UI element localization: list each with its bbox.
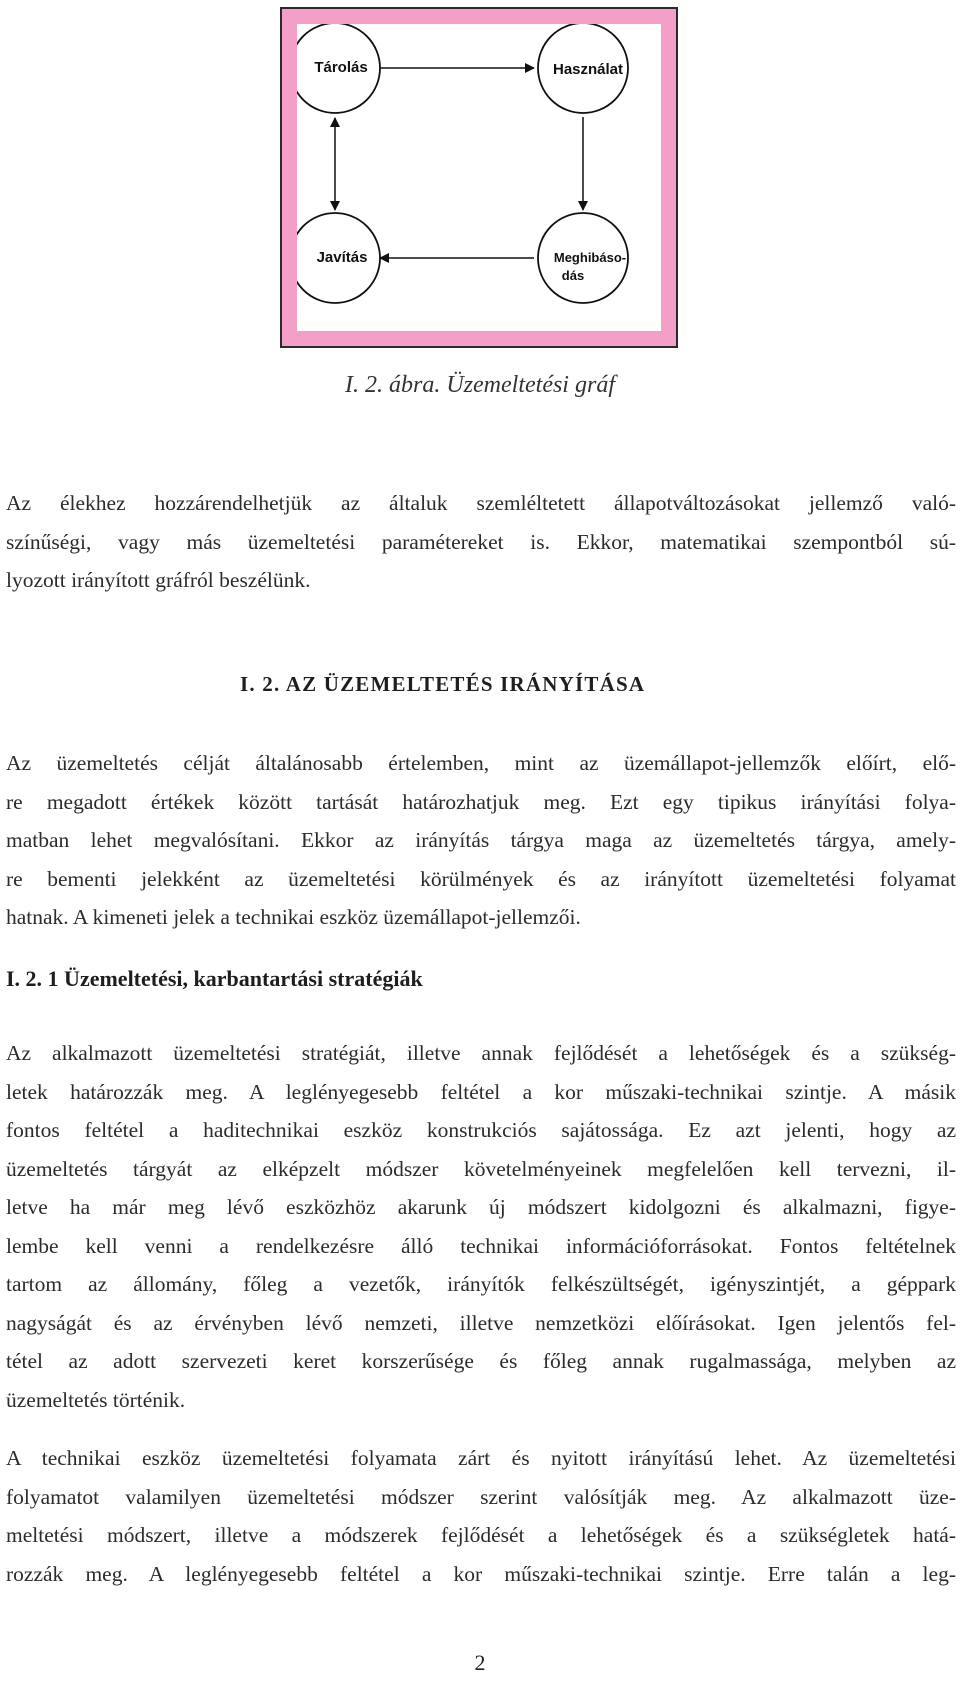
node-label-tarolas: Tárolás — [314, 59, 368, 76]
node-label-javitas: Javítás — [316, 249, 368, 266]
text-line: re megadott értékek között tartását határozhatjuk meg. Ezt egy tipikus irányítási folya- — [6, 789, 956, 814]
text-line: hatnak. A kimeneti jelek a technikai eszköz üzemállapot-jellemzői. — [6, 905, 581, 929]
text-line: A technikai eszköz üzemeltetési folyamata zárt és nyitott irányítású lehet. Az üzemeltetési — [6, 1446, 956, 1470]
text-line: lembe kell venni a rendelkezésre álló technikai információforrásokat. Fontos feltételnek — [6, 1233, 956, 1258]
text-line: letve ha már meg lévő eszközhöz akarunk új módszert kidolgozni és alkalmazni, figye- — [6, 1195, 956, 1219]
text-line: matban lehet megvalósítani. Ekkor az irányítás tárgya maga az üzemeltetés tárgya, amely- — [6, 828, 956, 852]
figure-caption: I. 2. ábra. Üzemeltetési gráf — [345, 372, 615, 398]
paragraph-strategies — [6, 1034, 956, 1419]
page-number: 2 — [474, 1650, 486, 1675]
subsection-heading: I. 2. 1 Üzemeltetési, karbantartási stratégiák — [6, 966, 423, 991]
text-line: tétel az adott szervezeti keret korszerűsége és főleg annak rugalmassága, melyben az — [6, 1349, 956, 1373]
text-line: re bementi jelekként az üzemeltetési körülmények és az irányított üzemeltetési folyamat — [6, 866, 956, 891]
paragraph-operation-control — [6, 744, 956, 937]
node-label-hasznalat: Használat — [552, 61, 624, 78]
text-line: meltetési módszert, illetve a módszerek fejlődését a lehetőségek és a szükségletek hatá- — [6, 1523, 956, 1547]
text-line: Az üzemeltetés célját általánosabb értelemben, mint az üzemállapot-jellemzők előírt, elő- — [6, 751, 956, 775]
text-line: üzemeltetés tárgyát az elképzelt módszer követelményeinek megfelelően kell tervezni, il- — [6, 1156, 956, 1181]
figure-frame — [280, 7, 678, 348]
text-line: Az alkalmazott üzemeltetési stratégiát, illetve annak fejlődését a lehetőségek és a szükség- — [6, 1041, 956, 1065]
section-heading: I. 2. AZ ÜZEMELTETÉS IRÁNYÍTÁSA — [240, 672, 646, 696]
node-label-meghibasodas-2: dás — [561, 268, 585, 283]
text-line: rozzák meg. A leglényegesebb feltétel a kor műszaki-technikai szintje. Erre talán a leg- — [6, 1561, 956, 1586]
figure-canvas — [297, 24, 661, 331]
text-line: színűségi, vagy más üzemeltetési paramétereket is. Ekkor, matematikai szempontból sú- — [6, 529, 956, 554]
text-line: letek határozzák meg. A leglényegesebb feltétel a kor műszaki-technikai szintje. A másik — [6, 1079, 956, 1104]
text-line: lyozott irányított gráfról beszélünk. — [6, 568, 311, 592]
text-line: fontos feltétel a haditechnikai eszköz konstrukciós sajátossága. Ez azt jelenti, hogy az — [6, 1118, 956, 1142]
paragraph-edge-weights — [6, 484, 956, 600]
text-line: nagyságát és az érvényben lévő nemzeti, illetve nemzetközi előírásokat. Igen jelentős fel- — [6, 1310, 956, 1335]
text-line: tartom az állomány, főleg a vezetők, irányítók felkészültségét, igényszintjét, a géppark — [6, 1272, 956, 1296]
text-line: Az élekhez hozzárendelhetjük az általuk szemléltetett állapotváltozásokat jellemző való- — [6, 491, 956, 515]
operation-graph-diagram — [297, 24, 661, 331]
paragraph-process-control — [6, 1439, 956, 1593]
text-line: folyamatot valamilyen üzemeltetési módszer szerint valósítják meg. Az alkalmazott üze- — [6, 1484, 956, 1509]
text-line: üzemeltetés történik. — [6, 1387, 186, 1412]
node-label-meghibasodas-1: Meghibáso- — [553, 250, 627, 265]
